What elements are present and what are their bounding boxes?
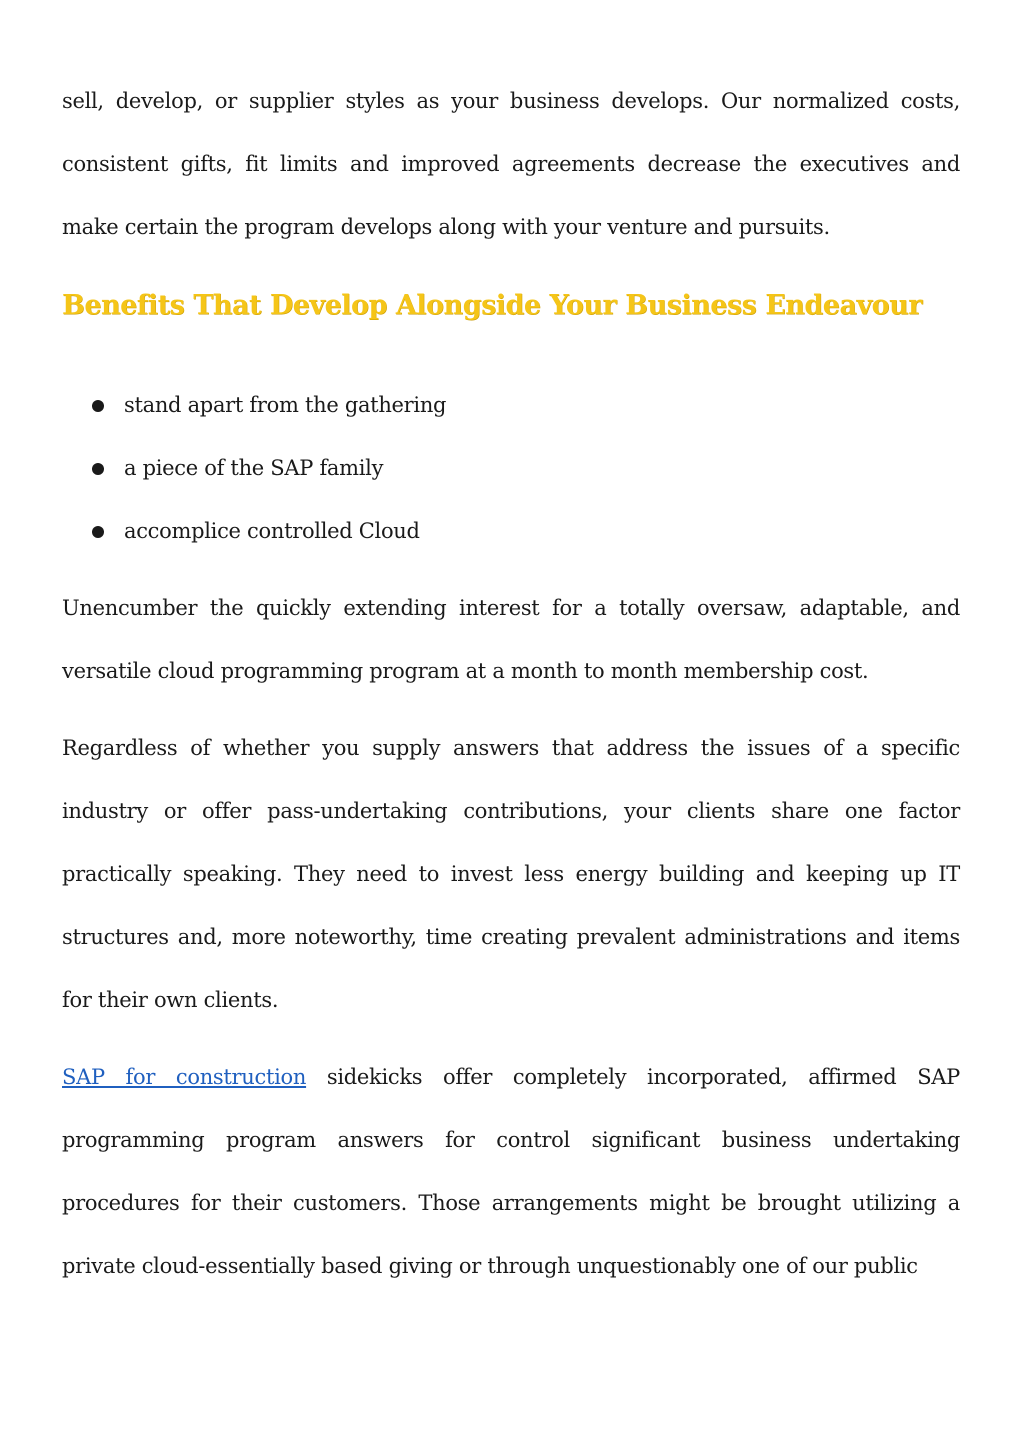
sap-for-construction-link[interactable]: SAP for construction <box>62 1065 307 1089</box>
paragraph-cloud: Unencumber the quickly extending interest for a totally oversaw, adaptable, and versatile cloud programming program at a month to month membership cost. <box>62 596 960 683</box>
paragraph-sap-construction-text: sidekicks offer completely incorporated, affirmed SAP programming program answers for control significant business undertaking procedures for their customers. Those arrangements might be brought utilizing a private cloud-essentially based giving or through unquestionably one of our public <box>62 1065 960 1278</box>
paragraph-intro: sell, develop, or supplier styles as your business develops. Our normalized costs, consistent gifts, fit limits and improved agreements decrease the executives and make certain the program develops along with your venture and pursuits. <box>62 89 960 239</box>
bullet-icon <box>92 463 104 475</box>
list-item <box>62 500 446 563</box>
list-item-text: accomplice controlled Cloud <box>124 519 420 543</box>
paragraph-sap-construction <box>62 1046 960 1298</box>
list-item <box>62 374 446 437</box>
bullet-icon <box>92 400 104 412</box>
list-item-text: a piece of the SAP family <box>124 456 384 480</box>
paragraph-industry: Regardless of whether you supply answers that address the issues of a specific industry or offer pass-undertaking contributions, your clients share one factor practically speaking. They need to invest less energy building and keeping up IT structures and, more noteworthy, time creating prevalent administrations and items for their own clients. <box>62 736 960 1012</box>
list-item <box>62 437 446 500</box>
bullet-icon <box>92 526 104 538</box>
section-heading: Benefits That Develop Alongside Your Business Endeavour <box>62 290 923 321</box>
list-item-text: stand apart from the gathering <box>124 393 447 417</box>
benefits-list <box>62 374 446 563</box>
